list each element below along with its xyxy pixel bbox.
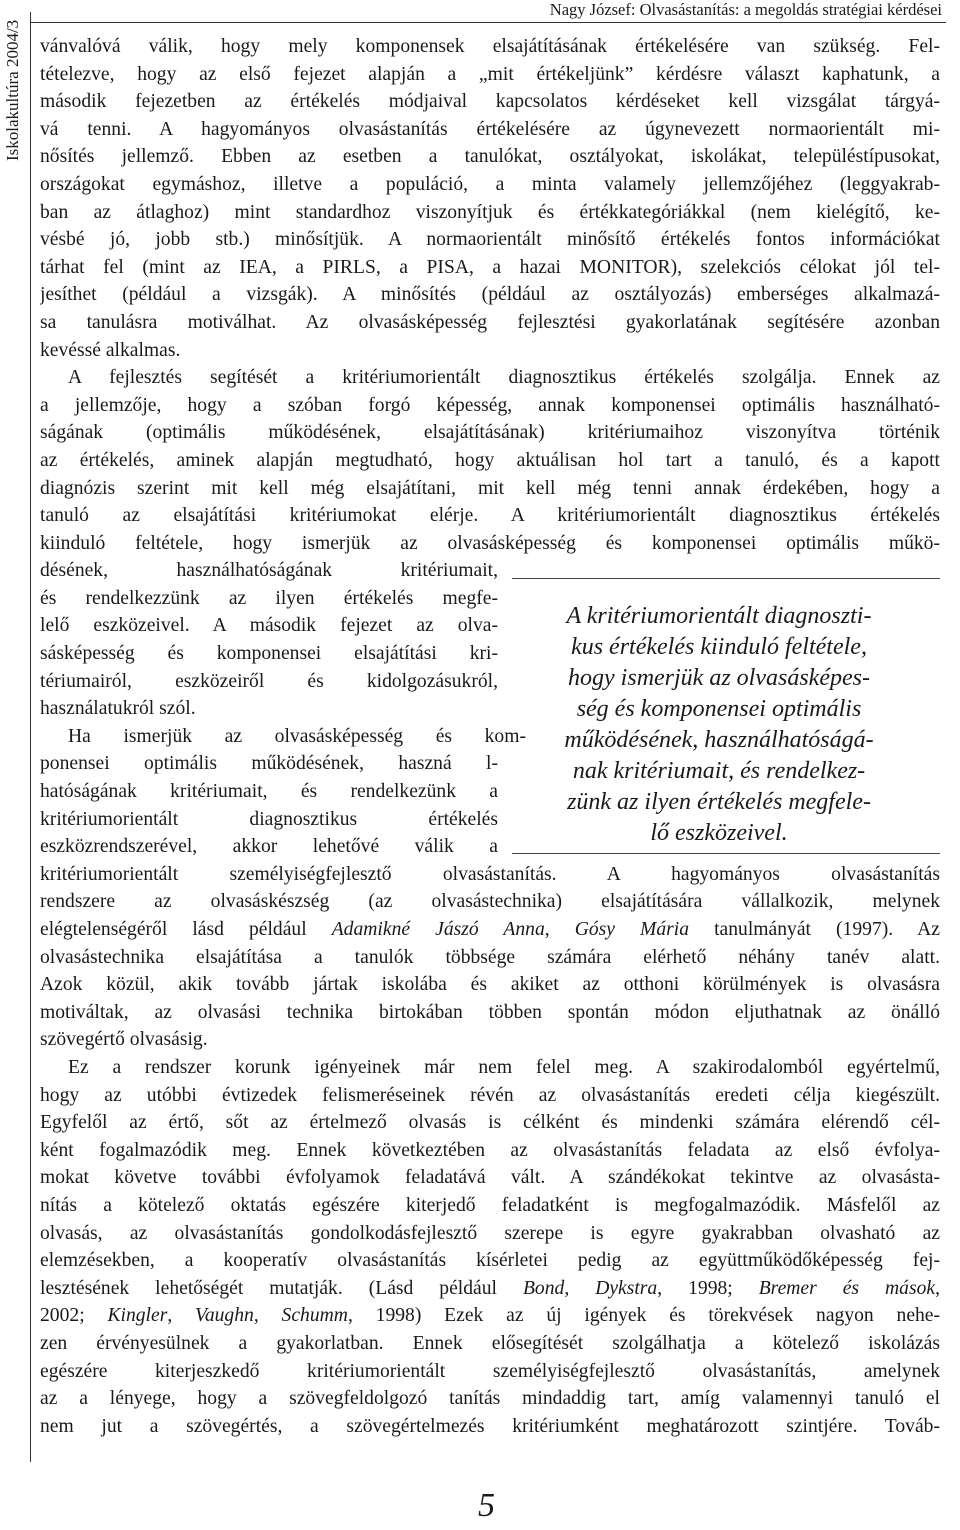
text-line: rendszere az olvasáskészség (az olvasástechnika) elsajátítására vállalkozik, melynek xyxy=(40,891,940,913)
text-line: diagnózis szerint mit kell még elsajátítani, mit kell még tenni annak érdekében, hogy a xyxy=(40,477,940,499)
text-line: tanuló az elsajátítási kritériumokat elérje. A kritériumorientált diagnosztikus értékelés xyxy=(40,505,940,527)
text-line: olvasástechnika elsajátítása a tanulók többsége számára elérhető néhány tanév alatt. xyxy=(40,946,940,968)
text-line: második fejezetben az értékelés módjaival kapcsolatos kérdéseket kell vizsgálat tárgyá- xyxy=(40,91,940,113)
text-line: hogy az utóbbi évtizedek felismeréseinek révén az olvasástanítás eredeti célja kiegészült. xyxy=(40,1084,940,1106)
text-line: és rendelkezzünk az ilyen értékelés megfe- xyxy=(40,587,498,609)
pull-quote-text xyxy=(498,601,940,849)
pull-quote-line: működésének, használhatóságá- xyxy=(564,727,874,753)
pull-quote-line: kus értékelés kiinduló feltétele, xyxy=(571,634,867,660)
paragraph-start: Ha ismerjük az olvasásképesség és kom- xyxy=(68,725,526,747)
pull-quote-line: A kritériumorientált diagnoszti- xyxy=(566,603,872,629)
text-line: hatóságának kritériumait, és rendelkezünk a xyxy=(40,781,498,803)
cited-author: Gósy Mária xyxy=(574,919,690,940)
paragraph-start: Ez a rendszer korunk igényeinek már nem felel meg. A szakirodalomból egyértelmű, xyxy=(68,1056,940,1078)
cited-author: Vaughn xyxy=(195,1305,254,1327)
text-line: zen érvényesülnek a gyakorlatban. Ennek elősegítését szolgálhatja a kötelező iskolázás xyxy=(40,1332,940,1354)
text-line: kritériumorientált diagnosztikus értékelés xyxy=(40,808,498,830)
text-line: jesíthet (például a vizsgák). A minősítés (például az osztályozás) emberséges alkalmazá- xyxy=(40,284,940,306)
text-line: mokat követve további évfolyamok feladatává vált. A szándékokat tekintve az olvasásta- xyxy=(40,1167,940,1189)
cited-author: Bremer és mások xyxy=(758,1277,936,1299)
text-line: egészére kiterjeszkedő kritériumorientált személyiségfejlesztő olvasástanítás, amelynek xyxy=(40,1360,940,1382)
text-run: , 1998) Ezek az új igények és törekvések nagyon nehe- xyxy=(347,1305,940,1327)
text-line: használatukról szól. xyxy=(40,698,196,720)
text-run: , xyxy=(253,1305,282,1327)
text-line: vá tenni. A hagyományos olvasástanítás értékelésére az úgynevezett normaorientált mi- xyxy=(40,118,940,140)
text-line: sásképesség és komponensei elsajátítási kri- xyxy=(40,643,498,665)
text-line: kevéssé alkalmas. xyxy=(40,339,181,361)
text-line: a jellemzője, hogy a szóban forgó képesség, annak komponensei optimális használható- xyxy=(40,394,940,416)
text-run: tanulmányát (1997). Az xyxy=(689,919,940,940)
text-line: eszközrendszerével, akkor lehetővé válik a xyxy=(40,836,498,858)
text-line: vánvalóvá válik, hogy mely komponensek elsajátításának értékelésére van szükség. Fel- xyxy=(40,36,940,57)
text-line: Egyfelől az értő, sőt az értelmező olvasás is célként és mindenki számára elérendő cél- xyxy=(40,1112,940,1134)
page-number: 5 xyxy=(478,1487,495,1524)
text-line: országokat egymáshoz, illetve a populáció, a minta valamely jellemzőjéhez (leggyakrab- xyxy=(40,173,940,195)
running-head: Nagy József: Olvasástanítás: a megoldás stratégiai kérdései xyxy=(549,0,942,19)
text-line: ban az átlaghoz) mint standardhoz viszonyítjuk és értékkategóriákkal (nem kielégítő, ke- xyxy=(40,201,940,223)
text-run: , xyxy=(167,1305,196,1327)
journal-name: Iskolakultúra 2004/3 xyxy=(3,20,22,162)
cited-author: Bond xyxy=(522,1277,565,1299)
text-line: nem jut a szövegértés, a szövegértelmezés kritériumként meghatározott szintjére. Továb- xyxy=(40,1415,940,1437)
pull-quote-top-rule xyxy=(512,578,940,579)
text-line: ként fogalmazódik meg. Ennek következtében az olvasástanítás feladata az első évfolya- xyxy=(40,1139,940,1161)
text-line: szövegértő olvasásig. xyxy=(40,1029,208,1051)
text-run: elégtelenségéről lásd például xyxy=(40,919,332,940)
pull-quote-bottom-rule xyxy=(512,853,940,854)
text-line: sa tanulásra motiválhat. Az olvasásképesség fejlesztési gyakorlatának segítésére azonban xyxy=(40,311,940,333)
text-run: , xyxy=(544,919,575,940)
text-run: lesztésének lehetőségét mutatják. (Lásd például xyxy=(40,1277,523,1299)
text-line: lelő eszközeivel. A második fejezet az olva- xyxy=(40,615,498,637)
pull-quote-line: ség és komponensei optimális xyxy=(576,696,862,722)
text-line: tárhat fel (mint az IEA, a PIRLS, a PISA, a hazai MONITOR), szelekciós célokat jól tel- xyxy=(40,256,940,278)
text-line: kritériumorientált személyiségfejlesztő olvasástanítás. A hagyományos olvasástanítás xyxy=(40,863,940,885)
text-run: , 1998; xyxy=(657,1277,759,1299)
text-line: tériumairól, eszközeiről és kidolgozásukról, xyxy=(40,670,498,692)
cited-author: Schumm xyxy=(281,1305,348,1327)
text-line xyxy=(40,916,940,944)
text-line: az a lényege, hogy a szövegfeldolgozó tanítás mindaddig tart, amíg valamennyi tanuló el xyxy=(40,1388,940,1410)
text-line: Azok közül, akik tovább jártak iskolába és akiket az otthoni körülmények is olvasásra xyxy=(40,974,940,996)
pull-quote-line: hogy ismerjük az olvasásképes- xyxy=(568,665,870,691)
text-line: elemzésekben, a kooperatív olvasástanítás kísérletei pedig az együttműködőképesség fej- xyxy=(40,1250,940,1272)
text-line: ponensei optimális működésének, haszná l- xyxy=(40,753,498,775)
text-line: az értékelés, aminek alapján megtudható, hogy aktuálisan hol tart a tanuló, és a kapott xyxy=(40,449,940,471)
text-line: tételezve, hogy az első fejezet alapján a „mit értékeljünk” kérdésre választ kaphatunk, a xyxy=(40,63,940,85)
cited-author: Dykstra xyxy=(595,1277,658,1299)
text-run: , xyxy=(564,1277,596,1299)
cited-author: Kingler xyxy=(107,1305,168,1327)
text-line: ságának (optimális működésének, elsajátításának) kritériumaihoz viszonyítva történik xyxy=(40,422,940,444)
text-line: nősítés jellemző. Ebben az esetben a tanulókat, osztályokat, iskolákat, településtípusokat, xyxy=(40,146,940,168)
cited-author: Adamikné Jászó Anna xyxy=(331,919,545,940)
text-line: kiinduló feltétele, hogy ismerjük az olvasásképesség és komponensei optimális műkö- xyxy=(40,532,940,554)
pull-quote-line: lő eszközeivel. xyxy=(650,820,788,846)
text-line: olvasás, az olvasástanítás gondolkodásfejlesztő szerepe is egyre gyakrabban olvasható az xyxy=(40,1222,940,1244)
text-line: motiváltak, az olvasási technika birtokában többen spontán módon eljuthatnak az önálló xyxy=(40,1001,940,1023)
text-line xyxy=(40,1302,940,1330)
side-rule xyxy=(30,12,31,1462)
journal-side-label xyxy=(0,0,28,1460)
text-line: nítás a kötelező oktatás egészére kiterjedő feladatként is megfogalmazódik. Másfelől az xyxy=(40,1194,940,1216)
paragraph-start: A fejlesztés segítését a kritériumorientált diagnosztikus értékelés szolgálja. Ennek az xyxy=(68,367,940,389)
text-run: 2002; xyxy=(40,1305,108,1327)
pull-quote-line: nak kritériumait, és rendelkez- xyxy=(572,758,866,784)
text-line: vésbé jó, jobb stb.) minősítjük. A normaorientált minősítő értékelés fontos információkat xyxy=(40,229,940,251)
text-run: , xyxy=(935,1277,940,1299)
text-line xyxy=(40,1275,940,1303)
pull-quote xyxy=(498,576,940,856)
text-line: désének, használhatóságának kritériumait, xyxy=(40,560,498,582)
pull-quote-line: zünk az ilyen értékelés megfele- xyxy=(567,789,871,815)
header-rule xyxy=(30,22,946,23)
